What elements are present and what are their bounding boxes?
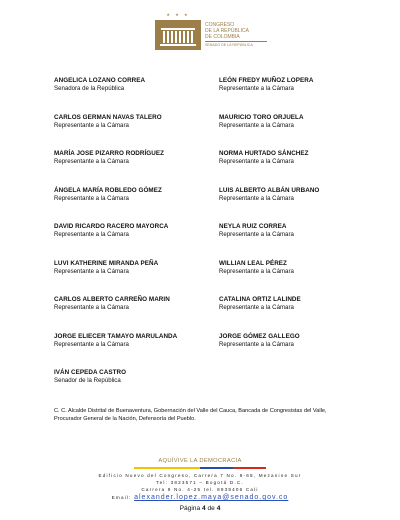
signatories-list — [54, 77, 374, 406]
signatory-role: Representante a la Cámara — [54, 121, 129, 129]
email-link[interactable]: alexander.lopez.maya@senado.gov.co — [134, 494, 289, 501]
signatory-row — [54, 333, 374, 370]
footer-email-line — [0, 494, 400, 501]
stripe-segment — [200, 467, 233, 469]
signatory-name: ÁNGELA MARÍA ROBLEDO GÓMEZ — [54, 186, 162, 194]
page-label: Página — [179, 505, 201, 512]
signatory-role: Representante a la Cámara — [219, 121, 294, 129]
signatory-name: CARLOS GERMAN NAVAS TALERO — [54, 113, 162, 121]
signatory — [54, 150, 219, 187]
signatory — [219, 77, 374, 114]
signatory-name: JORGE ELIECER TAMAYO MARULANDA — [54, 332, 178, 340]
page-of: de — [207, 505, 215, 512]
logo-wordmark — [205, 22, 267, 47]
signatory — [54, 223, 219, 260]
signatory-row — [54, 296, 374, 333]
page-current: 4 — [202, 505, 206, 512]
signatory — [54, 77, 219, 114]
email-label: Email: — [111, 495, 132, 500]
signatory-role: Representante a la Cámara — [219, 85, 294, 92]
signatory-name: DAVID RICARDO RACERO MAYORCA — [54, 223, 169, 230]
signatory-row — [54, 223, 374, 260]
signatory-role: Representante a la Cámara — [54, 340, 129, 348]
signatory-row — [54, 260, 374, 297]
signatory-name: IVÁN CEPEDA CASTRO — [54, 369, 127, 376]
footer-address-line-3: Carrera 9 No. 4-25 tel. 8938406 Cali — [141, 487, 259, 492]
signatory-name: MAURICIO TORO ORJUELA — [219, 113, 304, 121]
signatory-name: LEÓN FREDY MUÑOZ LOPERA — [219, 77, 314, 84]
signatory-row — [54, 114, 374, 151]
signatory — [219, 296, 374, 333]
signatory-name: LUIS ALBERTO ALBÁN URBANO — [219, 186, 320, 194]
signatory — [219, 150, 374, 187]
signatory-role: Representante a la Cámara — [219, 304, 294, 311]
signatory — [54, 260, 219, 297]
logo-subtitle: SENADO DE LA REPÚBLICA — [205, 41, 267, 47]
signatory-role: Representante a la Cámara — [54, 158, 129, 165]
signatory-role: Representante a la Cámara — [219, 158, 294, 165]
signatory — [54, 187, 219, 224]
capitol-building-icon — [155, 20, 201, 50]
footer-address-line-2: Tel: 3823571 – Bogotá D.C. — [156, 480, 244, 485]
signatory-name: NEYLA RUIZ CORREA — [219, 223, 287, 230]
signatory — [219, 187, 374, 224]
signatory-row — [54, 150, 374, 187]
signatory-row — [54, 77, 374, 114]
signatory-role: Representante a la Cámara — [54, 267, 129, 275]
signatory-name: JORGE GÓMEZ GALLEGO — [219, 332, 300, 340]
signatory-name: LUVI KATHERINE MIRANDA PEÑA — [54, 259, 159, 267]
page-total: 4 — [216, 505, 221, 512]
signatory-name: ANGELICA LOZANO CORREA — [54, 77, 146, 84]
cc-recipients: C. C. Alcalde Distrital de Buenaventura, Gobernación del Valle del Cauca, Bancada de Congresistas del Valle, Procurador General de la Nación, Defensoría del Pueblo. — [54, 408, 327, 422]
footer-slogan: AQUÍVIVE LA DEMOCRACIA — [158, 458, 242, 464]
signatory-role: Representante a la Cámara — [219, 194, 294, 202]
signatory-row — [54, 369, 374, 406]
logo-stars: ★ ★ ★ — [166, 12, 190, 17]
signatory-name: MARÍA JOSE PIZARRO RODRÍGUEZ — [54, 150, 164, 157]
logo-line-3: DE COLOMBIA — [205, 34, 240, 40]
signatory — [54, 369, 219, 406]
signatory-role: Senadora de la República — [54, 85, 125, 92]
signatory — [219, 333, 374, 370]
tricolor-stripe — [134, 467, 266, 469]
signatory-role: Representante a la Cámara — [54, 231, 129, 238]
logo-line-2: DE LA REPÚBLICA — [205, 28, 249, 34]
logo-line-1: CONGRESO — [205, 22, 235, 28]
signatory-role: Representante a la Cámara — [54, 304, 129, 311]
signatory-row — [54, 187, 374, 224]
signatory — [54, 296, 219, 333]
signatory-name: WILLIAN LEAL PÉREZ — [219, 259, 287, 267]
stripe-segment — [134, 467, 200, 469]
footer-address-line-1: Edificio Nuevo del Congreso, Carrera 7 No. 8-68, Mezanine Sur — [98, 473, 302, 478]
signatory-role: Representante a la Cámara — [54, 194, 129, 202]
congress-logo — [155, 14, 265, 54]
page-number — [0, 505, 400, 512]
signatory-name: NORMA HURTADO SÁNCHEZ — [219, 150, 309, 157]
stripe-segment — [233, 467, 266, 469]
signatory — [219, 223, 374, 260]
signatory-role: Representante a la Cámara — [219, 231, 294, 238]
signatory-name: CARLOS ALBERTO CARREÑO MARIN — [54, 296, 170, 303]
signatory — [219, 114, 374, 151]
signatory — [54, 114, 219, 151]
signatory-role: Representante a la Cámara — [219, 340, 294, 348]
signatory-role: Representante a la Cámara — [219, 267, 294, 275]
signatory-role: Senador de la República — [54, 377, 121, 384]
signatory — [219, 260, 374, 297]
signatory-name: CATALINA ORTIZ LALINDE — [219, 296, 301, 303]
signatory — [54, 333, 219, 370]
